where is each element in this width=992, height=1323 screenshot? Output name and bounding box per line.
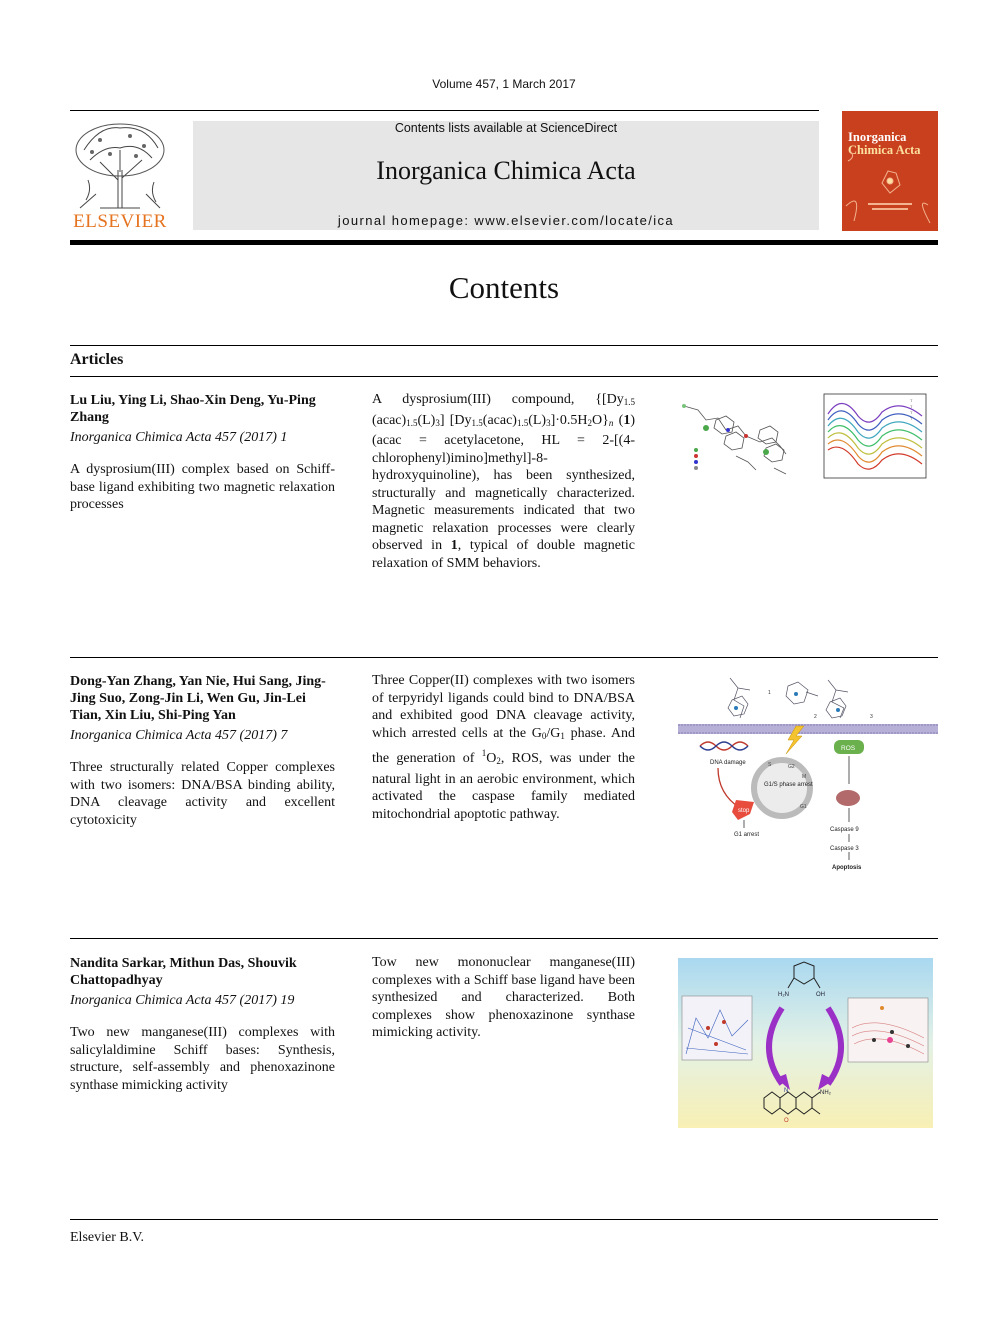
article-3-authors: Nandita Sarkar, Mithun Das, Shouvik Chattopadhyay xyxy=(70,956,297,988)
article-2-abstract: Three Copper(II) complexes with two isomers of terpyridyl ligands could bind to DNA/BSA and exhibited good DNA cleavage activity, which arrested cells at the $G_0/G_1$ phase. And the generation of $^1O_2$, ROS, was under the natural light in an aerobic environment, which activated the caspase family mediated mitochondrial apoptotic pathway. xyxy=(372,673,635,822)
label-stop: stop xyxy=(738,808,750,814)
label-caspase3: Caspase 3 xyxy=(830,846,859,852)
svg-text:T: T xyxy=(910,416,913,421)
article-2-title[interactable]: Three structurally related Copper complexes with two isomers: DNA/BSA binding ability, DNA cleavage activity and excellent cytotoxicity xyxy=(70,760,335,828)
label-oh: OH xyxy=(816,992,825,998)
label-s: S xyxy=(768,762,772,768)
header-rule xyxy=(70,110,819,111)
section-rule-top xyxy=(70,345,938,346)
volume-line: Volume 457, 1 March 2017 xyxy=(432,77,576,91)
article-3-citation[interactable]: Inorganica Chimica Acta 457 (2017) 19 xyxy=(70,993,295,1008)
journal-title: Inorganica Chimica Acta xyxy=(376,156,636,185)
article-1-citation[interactable]: Inorganica Chimica Acta 457 (2017) 1 xyxy=(70,430,288,445)
label-g1: G1 xyxy=(800,804,807,810)
label-o: O xyxy=(784,1118,789,1124)
label-m: M xyxy=(802,774,807,780)
label-dna-damage: DNA damage xyxy=(710,760,746,766)
header-thick-rule xyxy=(70,240,938,245)
label-caspase9: Caspase 9 xyxy=(830,827,859,833)
cover-graphic xyxy=(842,111,938,231)
svg-text:2: 2 xyxy=(814,714,817,720)
article-1-abstract: A dysprosium(III) compound, {[$Dy_{1.5}$ $(acac)_{1.5}(L)_3$] $[Dy_{1.5}(acac)_{1.5}(L)_3]\cdot 0.5H_2O\}_n$ (1) (acac = acetylacetone, HL = 2-[(4-chlorophenyl)imino]methyl]-8-hydroxyquinoline), has been synthesized, structurally and magnetically characterized. Magnetic measurements indicated that two magnetic relaxation processes were clearly observed in 1, typical of double magnetic relaxation of SMM behaviors. xyxy=(372,392,635,571)
article-2-authors: Dong-Yan Zhang, Yan Nie, Hui Sang, Jing-Jing Suo, Zong-Jin Li, Wen Gu, Jin-Lei Tian, Xin Liu, Shi-Ping Yan xyxy=(70,674,326,723)
article-1-title[interactable]: A dysprosium(III) complex based on Schiff-base ligand exhibiting two magnetic relaxation processes xyxy=(70,462,335,512)
svg-text:1: 1 xyxy=(768,690,771,696)
contents-available-link[interactable]: Contents lists available at ScienceDirect xyxy=(394,121,618,135)
page-title: Contents xyxy=(448,270,560,305)
svg-text:T: T xyxy=(910,404,913,409)
svg-text:T: T xyxy=(910,410,913,415)
article-1-graphical-abstract xyxy=(676,390,938,490)
article-3-title[interactable]: Two new manganese(III) complexes with salicylaldimine Schiff bases: Synthesis, structure, self-assembly and phenoxazinone synthase mimicking activity xyxy=(70,1025,335,1093)
cover-title-line1: Inorganica xyxy=(848,130,907,144)
journal-homepage-link[interactable]: journal homepage: www.elsevier.com/locate/ica xyxy=(337,213,675,228)
section-heading: Articles xyxy=(70,351,124,368)
article-3-graphical-abstract xyxy=(678,958,933,1128)
svg-text:T: T xyxy=(910,398,913,403)
label-g1-arrest: G1 arrest xyxy=(734,832,760,838)
label-nh2: NH₂ xyxy=(820,1090,831,1096)
section-rule-bottom xyxy=(70,376,938,377)
label-phase-arrest: G1/S phase arrest xyxy=(764,782,813,788)
elsevier-wordmark: ELSEVIER xyxy=(73,211,167,232)
article-3-abstract: Tow new mononuclear manganese(III) complexes with a Schiff base ligand have been synthesized and characterized. Both complexes show phenoxazinone synthase mimicking activity. xyxy=(372,955,635,1040)
article-divider-2 xyxy=(70,938,938,939)
label-ros: ROS xyxy=(841,745,856,752)
footer-rule xyxy=(70,1219,938,1220)
label-g2: G2 xyxy=(788,764,795,770)
label-n: N xyxy=(784,1088,789,1094)
journal-cover-image xyxy=(842,111,938,231)
article-divider-1 xyxy=(70,657,938,658)
article-2-citation[interactable]: Inorganica Chimica Acta 457 (2017) 7 xyxy=(70,728,288,743)
label-h2n: H₂N xyxy=(778,992,789,998)
article-1-authors: Lu Liu, Ying Li, Shao-Xin Deng, Yu-Ping Zhang xyxy=(70,393,316,425)
label-apoptosis: Apoptosis xyxy=(832,865,862,871)
footer-publisher: Elsevier B.V. xyxy=(70,1230,145,1245)
cover-title-line2: Chimica Acta xyxy=(848,143,921,157)
article-2-graphical-abstract xyxy=(678,674,938,874)
svg-text:3: 3 xyxy=(870,714,873,720)
